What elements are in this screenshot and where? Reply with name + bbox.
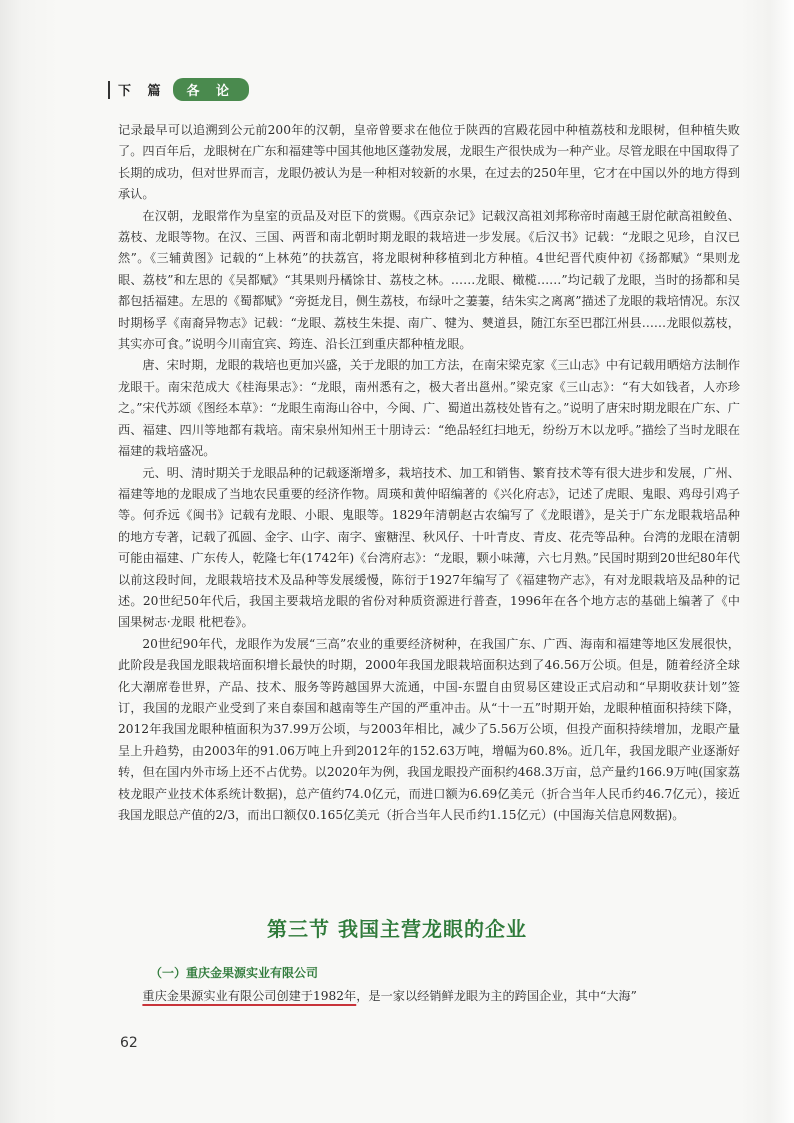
header-divider <box>108 81 110 99</box>
paragraph: 元、明、清时期关于龙眼品种的记载逐渐增多，栽培技术、加工和销售、繁育技术等有很大进步和发展，广州、福建等地的龙眼成了当地农民重要的经济作物。周瑛和黄仲昭编著的《兴化府志》，记述了虎眼、鬼眼、鸡母引鸡子等。何乔远《闽书》记载有龙眼、小眼、鬼眼等。1829年清朝赵古农编写了《龙眼谱》，是关于广东龙眼栽培品种的地方专著，记载了孤圆、金字、山字、南字、蜜糖涅、秋风仔、十叶青皮、青皮、花壳等品种。台湾的龙眼在清朝可能由福建、广东传人，乾隆七年(1742年)《台湾府志》：“龙眼，颗小味薄，六七月熟。”民国时期到20世纪80年代以前这段时间，龙眼栽培技术及品种等发展缓慢，陈衍于1927年编写了《福建物产志》，有对龙眼栽培及品种的记述。20世纪50年代后，我国主要栽培龙眼的省份对种质资源进行普查，1996年在各个地方志的基础上编著了《中国果树志·龙眼 枇杷卷》。 <box>118 465 740 630</box>
company-heading: （一）重庆金果源实业有限公司 <box>150 966 319 980</box>
underlined-text: 重庆金果源实业有限公司创建于1982年 <box>142 989 357 1003</box>
body-text <box>118 120 740 826</box>
header-section-pill: 各 论 <box>173 78 250 101</box>
running-header <box>108 78 249 101</box>
paragraph: 记录最早可以追溯到公元前200年的汉朝，皇帝曾要求在他位于陕西的宫殿花园中种植荔枝和龙眼树，但种植失败了。四百年后，龙眼树在广东和福建等中国其他地区蓬勃发展，龙眼生产很快成为一种产业。尽管龙眼在中国取得了长期的成功，但对世界而言，龙眼仍被认为是一种相对较新的水果，在过去的250年里，它才在中国以外的地方得到承认。 <box>118 123 740 202</box>
paragraph: 在汉朝，龙眼常作为皇室的贡品及对臣下的赏赐。《西京杂记》记载汉高祖刘邦称帝时南越王尉佗献高祖鲛鱼、荔枝、龙眼等物。在汉、三国、两晋和南北朝时期龙眼的栽培进一步发展。《后汉书》记载：“龙眼之见珍，自汉已然”。《三辅黄图》记载的“上林苑”的扶荔宫，将龙眼树种移植到北方种植。4世纪晋代庾仲初《扬都赋》“果则龙眼、荔枝”和左思的《吴都赋》“其果则丹橘馀甘、荔枝之林。……龙眼、橄榄……”均记载了龙眼，当时的扬都和吴都包括福建。左思的《蜀都赋》“旁挺龙目，侧生荔枝，布绿叶之萋萋，结朱实之离离”描述了龙眼的栽培情况。东汉时期杨孚《南裔异物志》记载：“龙眼、荔枝生朱提、南广、犍为、僰道县，随江东至巴郡江州县……龙眼似荔枝，其实亦可食。”说明今川南宜宾、筠连、沿长江到重庆都种植龙眼。 <box>118 208 740 352</box>
header-part-label: 下 篇 <box>118 84 167 99</box>
paragraph: 20世纪90年代，龙眼作为发展“三高”农业的重要经济树种，在我国广东、广西、海南和福建等地区发展很快，此阶段是我国龙眼栽培面积增长最快的时期，2000年我国龙眼栽培面积达到了46.56万公顷。但是，随着经济全球化大潮席卷世界，产品、技术、服务等跨越国界大流通，中国-东盟自由贸易区建设正式启动和“早期收获计划”签订，我国的龙眼产业受到了来自泰国和越南等生产国的严重冲击。从“十一五”时期开始，龙眼种植面积持续下降，2012年我国龙眼种植面积为37.99万公顷，与2003年相比，减少了5.56万公顷，但投产面积持续增加，龙眼产量呈上升趋势，由2003年的91.06万吨上升到2012年的152.63万吨，增幅为60.8%。近几年，我国龙眼产业逐渐好转，但在国内外市场上还不占优势。以2020年为例，我国龙眼投产面积约468.3万亩，总产量约166.9万吨(国家荔枝龙眼产业技术体系统计数据)，总产值约74.0亿元，而进口额为6.69亿美元（折合当年人民币约46.7亿元），接近我国龙眼总产值的2/3，而出口额仅0.165亿美元（折合当年人民币约1.15亿元）(中国海关信息网数据)。 <box>118 636 740 822</box>
page-number: 62 <box>120 1035 138 1051</box>
section-title: 第三节 我国主营龙眼的企业 <box>267 917 527 941</box>
paragraph-start <box>118 986 740 1007</box>
paragraph: 唐、宋时期，龙眼的栽培也更加兴盛，关于龙眼的加工方法，在南宋梁克家《三山志》中有记载用晒焙方法制作龙眼干。南宋范成大《桂海果志》：“龙眼，南州悉有之，极大者出邕州。”梁克家《三山志》：“有大如钱者，人亦珍之。”宋代苏颂《图经本草》：“龙眼生南海山谷中，今闽、广、蜀道出荔枝处皆有之。”说明了唐宋时期龙眼在广东、广西、福建、四川等地都有栽培。南宋泉州知州王十朋诗云：“绝品轻红扫地无，纷纷万木以龙呼。”描绘了当时龙眼在福建的栽培盛况。 <box>118 358 740 459</box>
paragraph-text: ，是一家以经销鲜龙眼为主的跨国企业，其中“大海” <box>356 989 637 1003</box>
